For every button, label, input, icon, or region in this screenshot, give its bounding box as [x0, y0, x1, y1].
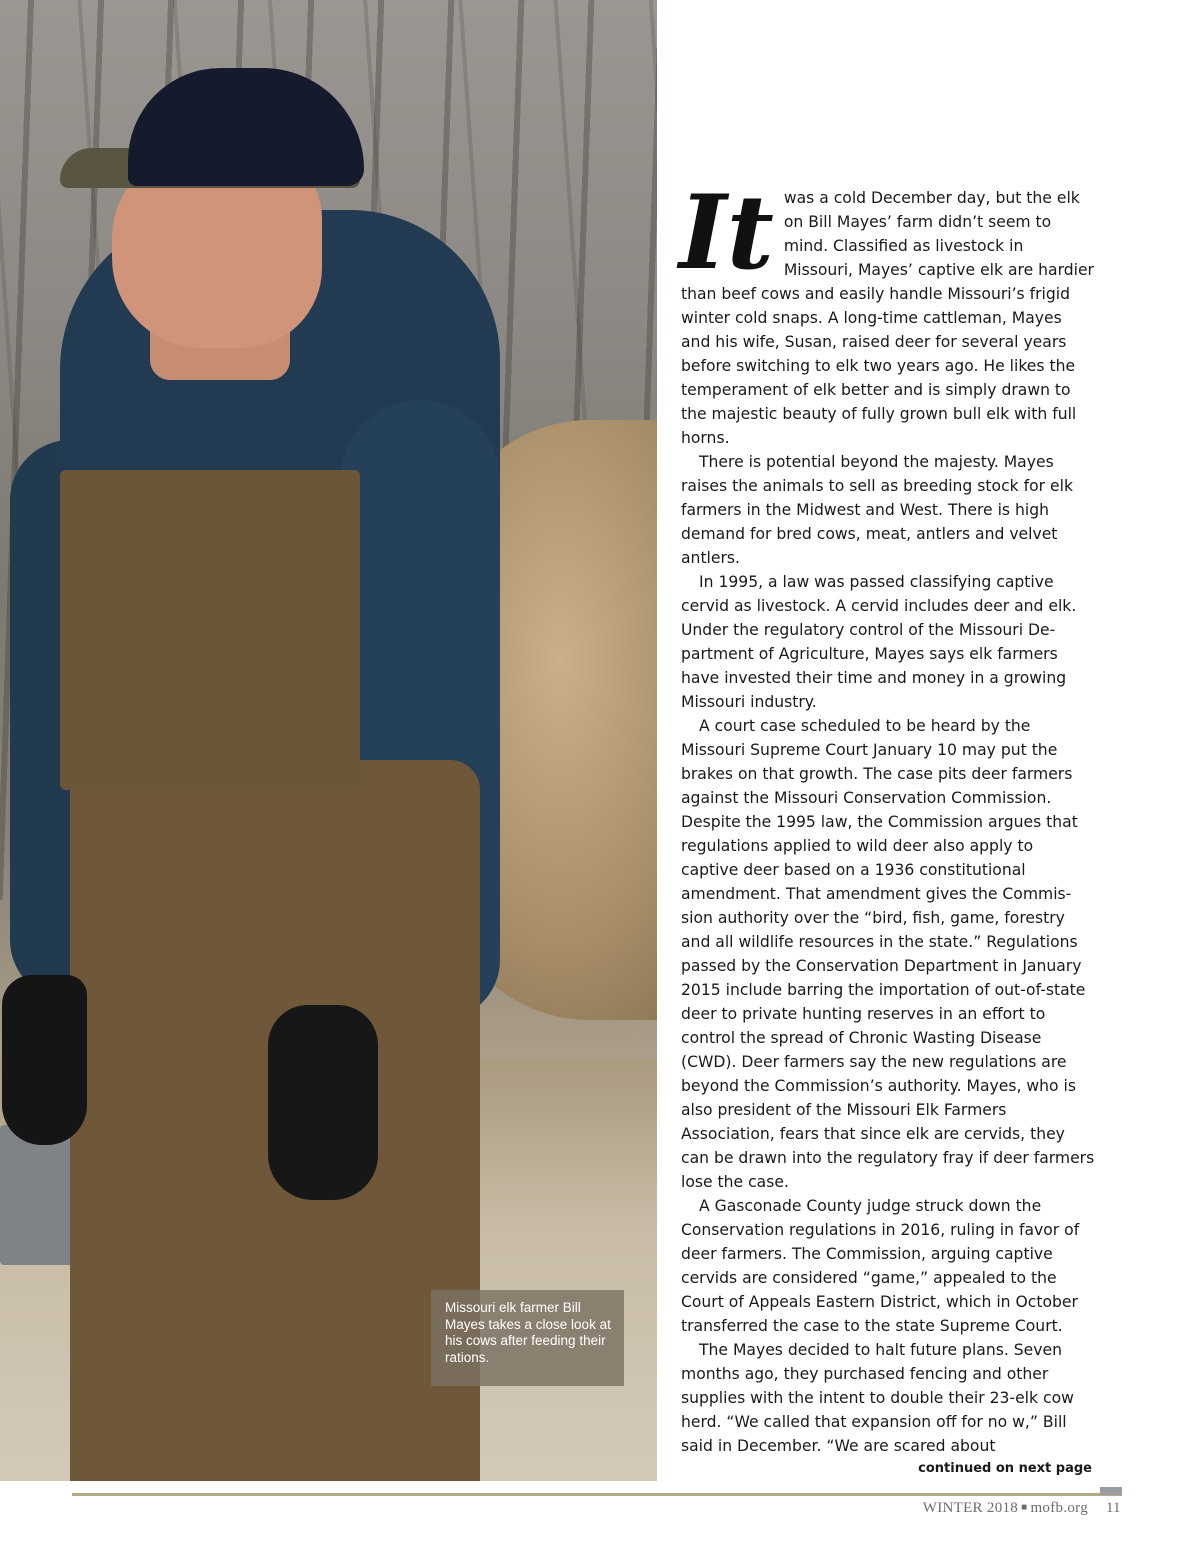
- article-body: [679, 173, 1095, 1458]
- drop-cap: It: [679, 173, 774, 293]
- page-number: 11: [1106, 1500, 1121, 1516]
- paragraph: In 1995, a law was passed classifying captive cervid as livestock. A cervid includes deer and elk. Under the regulatory control of the Missouri Department of Agriculture, Mayes says elk farmers have invested their time and money in a growing Missouri industry.: [681, 573, 1077, 711]
- site-link[interactable]: mofb.org: [1030, 1500, 1088, 1516]
- paragraph: There is potential beyond the majesty. Mayes raises the animals to sell as breeding stock for elk farmers in the Midwest and West. There is high demand for bred cows, meat, antlers and velvet antlers.: [681, 453, 1073, 567]
- footer-rule: [72, 1493, 1122, 1496]
- paragraph: The Mayes decided to halt future plans. Seven months ago, they purchased fencing and other supplies with the intent to double their 23-elk cow herd. “We called that expansion off for no w,” Bill said in December. “We are scared about: [681, 1341, 1074, 1455]
- paragraph: A Gasconade County judge struck down the Conservation regulations in 2016, ruling in favor of deer farmers. The Commission, arguing captive cervids are considered “game,” appealed to the Court of Appeals Eastern District, which in October transferred the case to the state Supreme Court.: [681, 1197, 1080, 1335]
- continued-note: continued on next page: [918, 1461, 1092, 1476]
- page-tab-marker: [1100, 1487, 1122, 1495]
- overalls-bib: [60, 470, 360, 790]
- separator-square: ■: [1021, 1502, 1028, 1513]
- footer-issue-line: [923, 1500, 1088, 1517]
- photo-caption: Missouri elk farmer Bill Mayes takes a close look at his cows after feeding their rations.: [431, 1290, 624, 1386]
- issue-label: WINTER 2018: [922, 1500, 1019, 1516]
- paragraph: A court case scheduled to be heard by the Missouri Supreme Court January 10 may put the brakes on that growth. The case pits deer farmers against the Missouri Conservation Commission. Despite the 1995 law, the Commission argues that regulations applied to wild deer also apply to captive deer based on a 1936 constitutional amendment. That amendment gives the Commission authority over the “bird, fish, game, forestry and all wildlife resources in the state.” Regulations passed by the Conservation Department in January 2015 include barring the importation of out-of-state deer to private hunting reserves in an effort to control the spread of Chronic Wasting Disease (CWD). Deer farmers say the new regulations are beyond the Commission’s authority. Mayes, who is also president of the Missouri Elk Farmers Association, fears that since elk are cervids, they can be drawn into the regulatory fray if deer farmers lose the case.: [681, 717, 1095, 1191]
- farmer-right-glove: [268, 1005, 378, 1200]
- paragraph: was a cold December day, but the elk on Bill Mayes’ farm didn’t seem to mind. Classified as livestock in Missouri, Mayes’ captive elk are hardier than beef cows and easily handle Missouri’s frigid winter cold snaps. A long-time cattleman, Mayes and his wife, Susan, raised deer for several years before switching to elk two years ago. He likes the temperament of elk better and is simply drawn to the majestic beauty of fully grown bull elk with full horns.: [681, 189, 1094, 447]
- farmer-left-glove: [2, 975, 87, 1145]
